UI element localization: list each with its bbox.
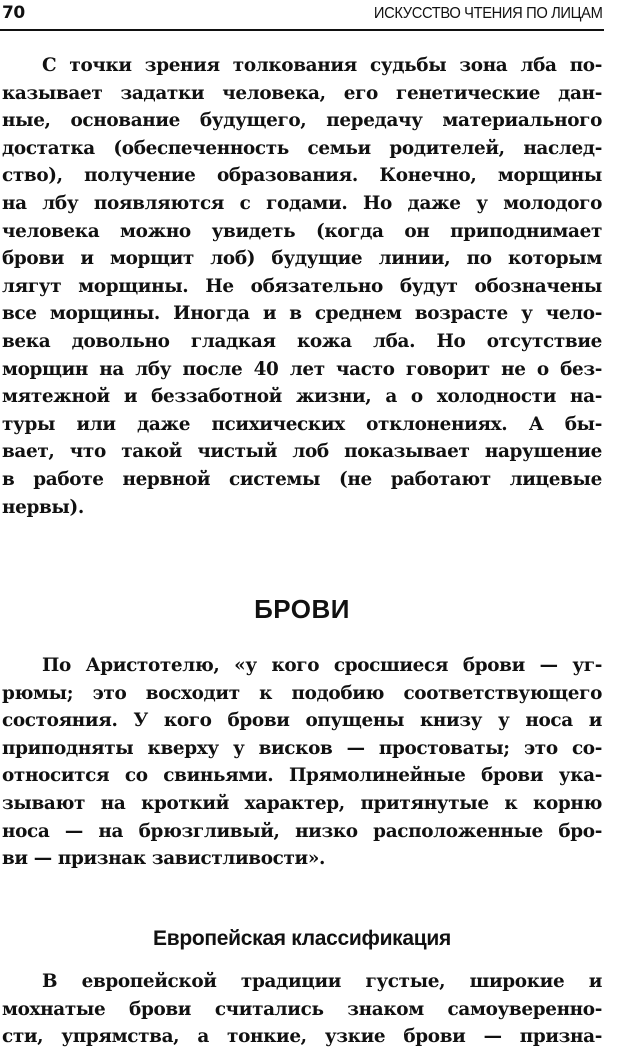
- text-line: носа — на брюзгливый, низко расположенные бро-: [2, 820, 602, 842]
- paragraph-european: [2, 968, 602, 1051]
- text-line: зывают на кроткий характер, притянутые к корню: [2, 792, 602, 814]
- paragraph-forehead: [2, 52, 602, 521]
- text-line: рюмы; это восходит к подобию соответствующего: [2, 682, 602, 704]
- text-line: достатка (обеспеченность семьи родителей, наслед-: [2, 137, 602, 159]
- text-line: приподняты кверху у висков — простоваты; это со-: [2, 737, 602, 759]
- text-line: состояния. У кого брови опущены книзу у носа и: [2, 710, 602, 732]
- text-line: человека можно увидеть (когда он приподнимает: [2, 220, 602, 242]
- text-line: ство), получение образования. Конечно, морщины: [2, 165, 602, 187]
- text-line: В европейской традиции густые, широкие и: [42, 971, 602, 992]
- text-line: казывает задатки человека, его генетические дан-: [2, 82, 602, 104]
- text-line: сти, упрямства, а тонкие, узкие брови — призна-: [2, 1026, 602, 1048]
- paragraph-aristotle: [2, 652, 602, 873]
- text-line: нервы).: [2, 496, 84, 518]
- running-title: ИСКУССТВО ЧТЕНИЯ ПО ЛИЦАМ: [373, 5, 602, 22]
- text-line: мятежной и беззаботной жизни, а о холодности на-: [2, 386, 602, 408]
- text-line: вает, что такой чистый лоб показывает нарушение: [2, 441, 602, 463]
- text-line: на лбу появляются с годами. Но даже у молодого: [2, 192, 602, 214]
- page-header: [0, 0, 620, 32]
- text-line: морщин на лбу после 40 лет часто говорит не о без-: [2, 358, 602, 380]
- text-line: ви — признак завистливости».: [2, 848, 326, 870]
- text-line: в работе нервной системы (не работают лицевые: [2, 468, 602, 490]
- text-line: лягут морщины. Не обязательно будут обозначены: [2, 275, 602, 297]
- text-line: туры или даже психических отклонениях. А бы-: [2, 413, 602, 435]
- header-rule: [0, 29, 604, 31]
- text-line: века довольно гладкая кожа лба. Но отсутствие: [2, 330, 602, 352]
- subheading: Европейская классификация: [153, 927, 451, 950]
- text-line: относится со свиньями. Прямолинейные брови ука-: [2, 765, 602, 787]
- text-line: все морщины. Иногда и в среднем возрасте у чело-: [2, 303, 602, 325]
- page-number: 70: [2, 3, 25, 23]
- text-line: брови и морщит лоб) будущие линии, по которым: [2, 248, 602, 270]
- section-heading: БРОВИ: [254, 594, 350, 624]
- text-line: С точки зрения толкования судьбы зона лба по-: [42, 55, 602, 76]
- text-line: мохнатые брови считались знаком самоуверенно-: [2, 998, 602, 1020]
- text-line: По Аристотелю, «у кого сросшиеся брови — уг-: [42, 655, 602, 676]
- text-line: ные, основание будущего, передачу материального: [2, 110, 602, 132]
